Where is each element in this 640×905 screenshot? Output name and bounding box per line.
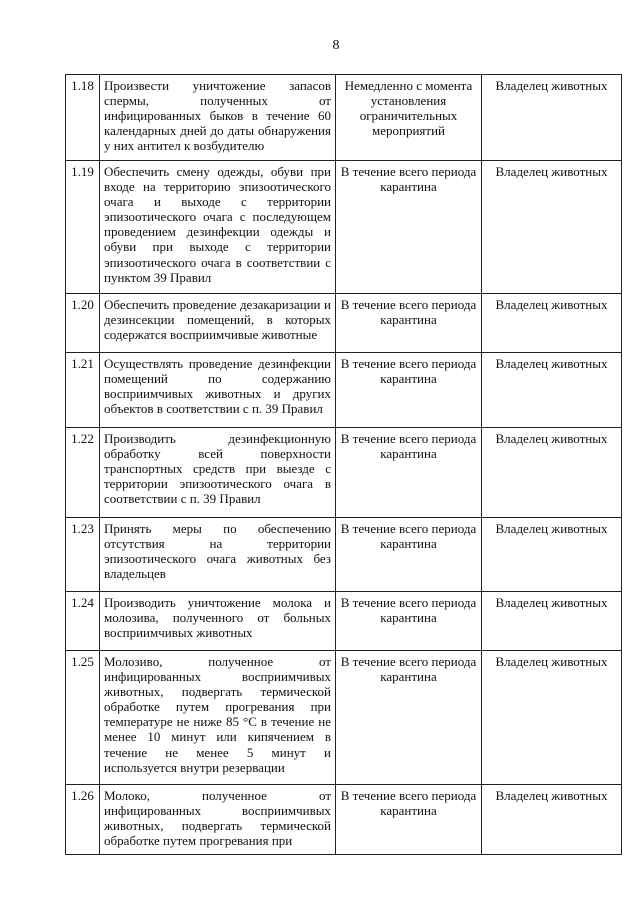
table-row [66,592,622,651]
responsible-text: Владелец животных [482,428,622,518]
term-text: В течение всего периода карантина [336,785,482,855]
task-text: Производить дезинфекционную обработку всей поверхности транспортных средств при выезде с территории эпизоотического очага в соответствии с п. 39 Правил [100,428,336,518]
row-number: 1.21 [66,353,100,428]
term-text: В течение всего периода карантина [336,353,482,428]
table-row [66,294,622,353]
table-row [66,785,622,855]
task-text: Молозиво, полученное от инфицированных восприимчивых животных, подвергать термической обработке путем прогревания при температуре не ниже 85 °С в течение не менее 10 минут или кипячением в течение не менее 5 минут и используется внутри резервации [100,651,336,785]
term-text: В течение всего периода карантина [336,651,482,785]
row-number: 1.24 [66,592,100,651]
responsible-text: Владелец животных [482,75,622,161]
responsible-text: Владелец животных [482,161,622,294]
table-row [66,161,622,294]
task-text: Молоко, полученное от инфицированных восприимчивых животных, подвергать термической обработке путем прогревания при [100,785,336,855]
table-row [66,651,622,785]
row-number: 1.19 [66,161,100,294]
responsible-text: Владелец животных [482,294,622,353]
responsible-text: Владелец животных [482,592,622,651]
responsible-text: Владелец животных [482,518,622,592]
task-text: Обеспечить смену одежды, обуви при входе на территорию эпизоотического очага и выходе с территории эпизоотического очага с последующем проведением дезинфекции одежды и обуви при выходе с территории эпизоотического очага в соответствии с пунктом 39 Правил [100,161,336,294]
responsible-text: Владелец животных [482,651,622,785]
table-row [66,518,622,592]
term-text: В течение всего периода карантина [336,161,482,294]
table-row [66,353,622,428]
term-text: В течение всего периода карантина [336,518,482,592]
row-number: 1.20 [66,294,100,353]
responsible-text: Владелец животных [482,353,622,428]
task-text: Принять меры по обеспечению отсутствия на территории эпизоотического очага животных без владельцев [100,518,336,592]
task-text: Обеспечить проведение дезакаризации и дезинсекции помещений, в которых содержатся восприимчивые животные [100,294,336,353]
row-number: 1.22 [66,428,100,518]
table-row [66,75,622,161]
page-number: 8 [332,38,340,53]
term-text: В течение всего периода карантина [336,592,482,651]
term-text: Немедленно с момента установления ограничительных мероприятий [336,75,482,161]
term-text: В течение всего периода карантина [336,428,482,518]
row-number: 1.23 [66,518,100,592]
term-text: В течение всего периода карантина [336,294,482,353]
row-number: 1.18 [66,75,100,161]
task-text: Осуществлять проведение дезинфекции помещений по содержанию восприимчивых животных и других объектов в соответствии с п. 39 Правил [100,353,336,428]
measures-table [65,74,622,855]
table-row [66,428,622,518]
row-number: 1.25 [66,651,100,785]
task-text: Произвести уничтожение запасов спермы, полученных от инфицированных быков в течение 60 календарных дней до даты обнаружения у них антител к возбудителю [100,75,336,161]
responsible-text: Владелец животных [482,785,622,855]
row-number: 1.26 [66,785,100,855]
task-text: Производить уничтожение молока и молозива, полученного от больных восприимчивых животных [100,592,336,651]
